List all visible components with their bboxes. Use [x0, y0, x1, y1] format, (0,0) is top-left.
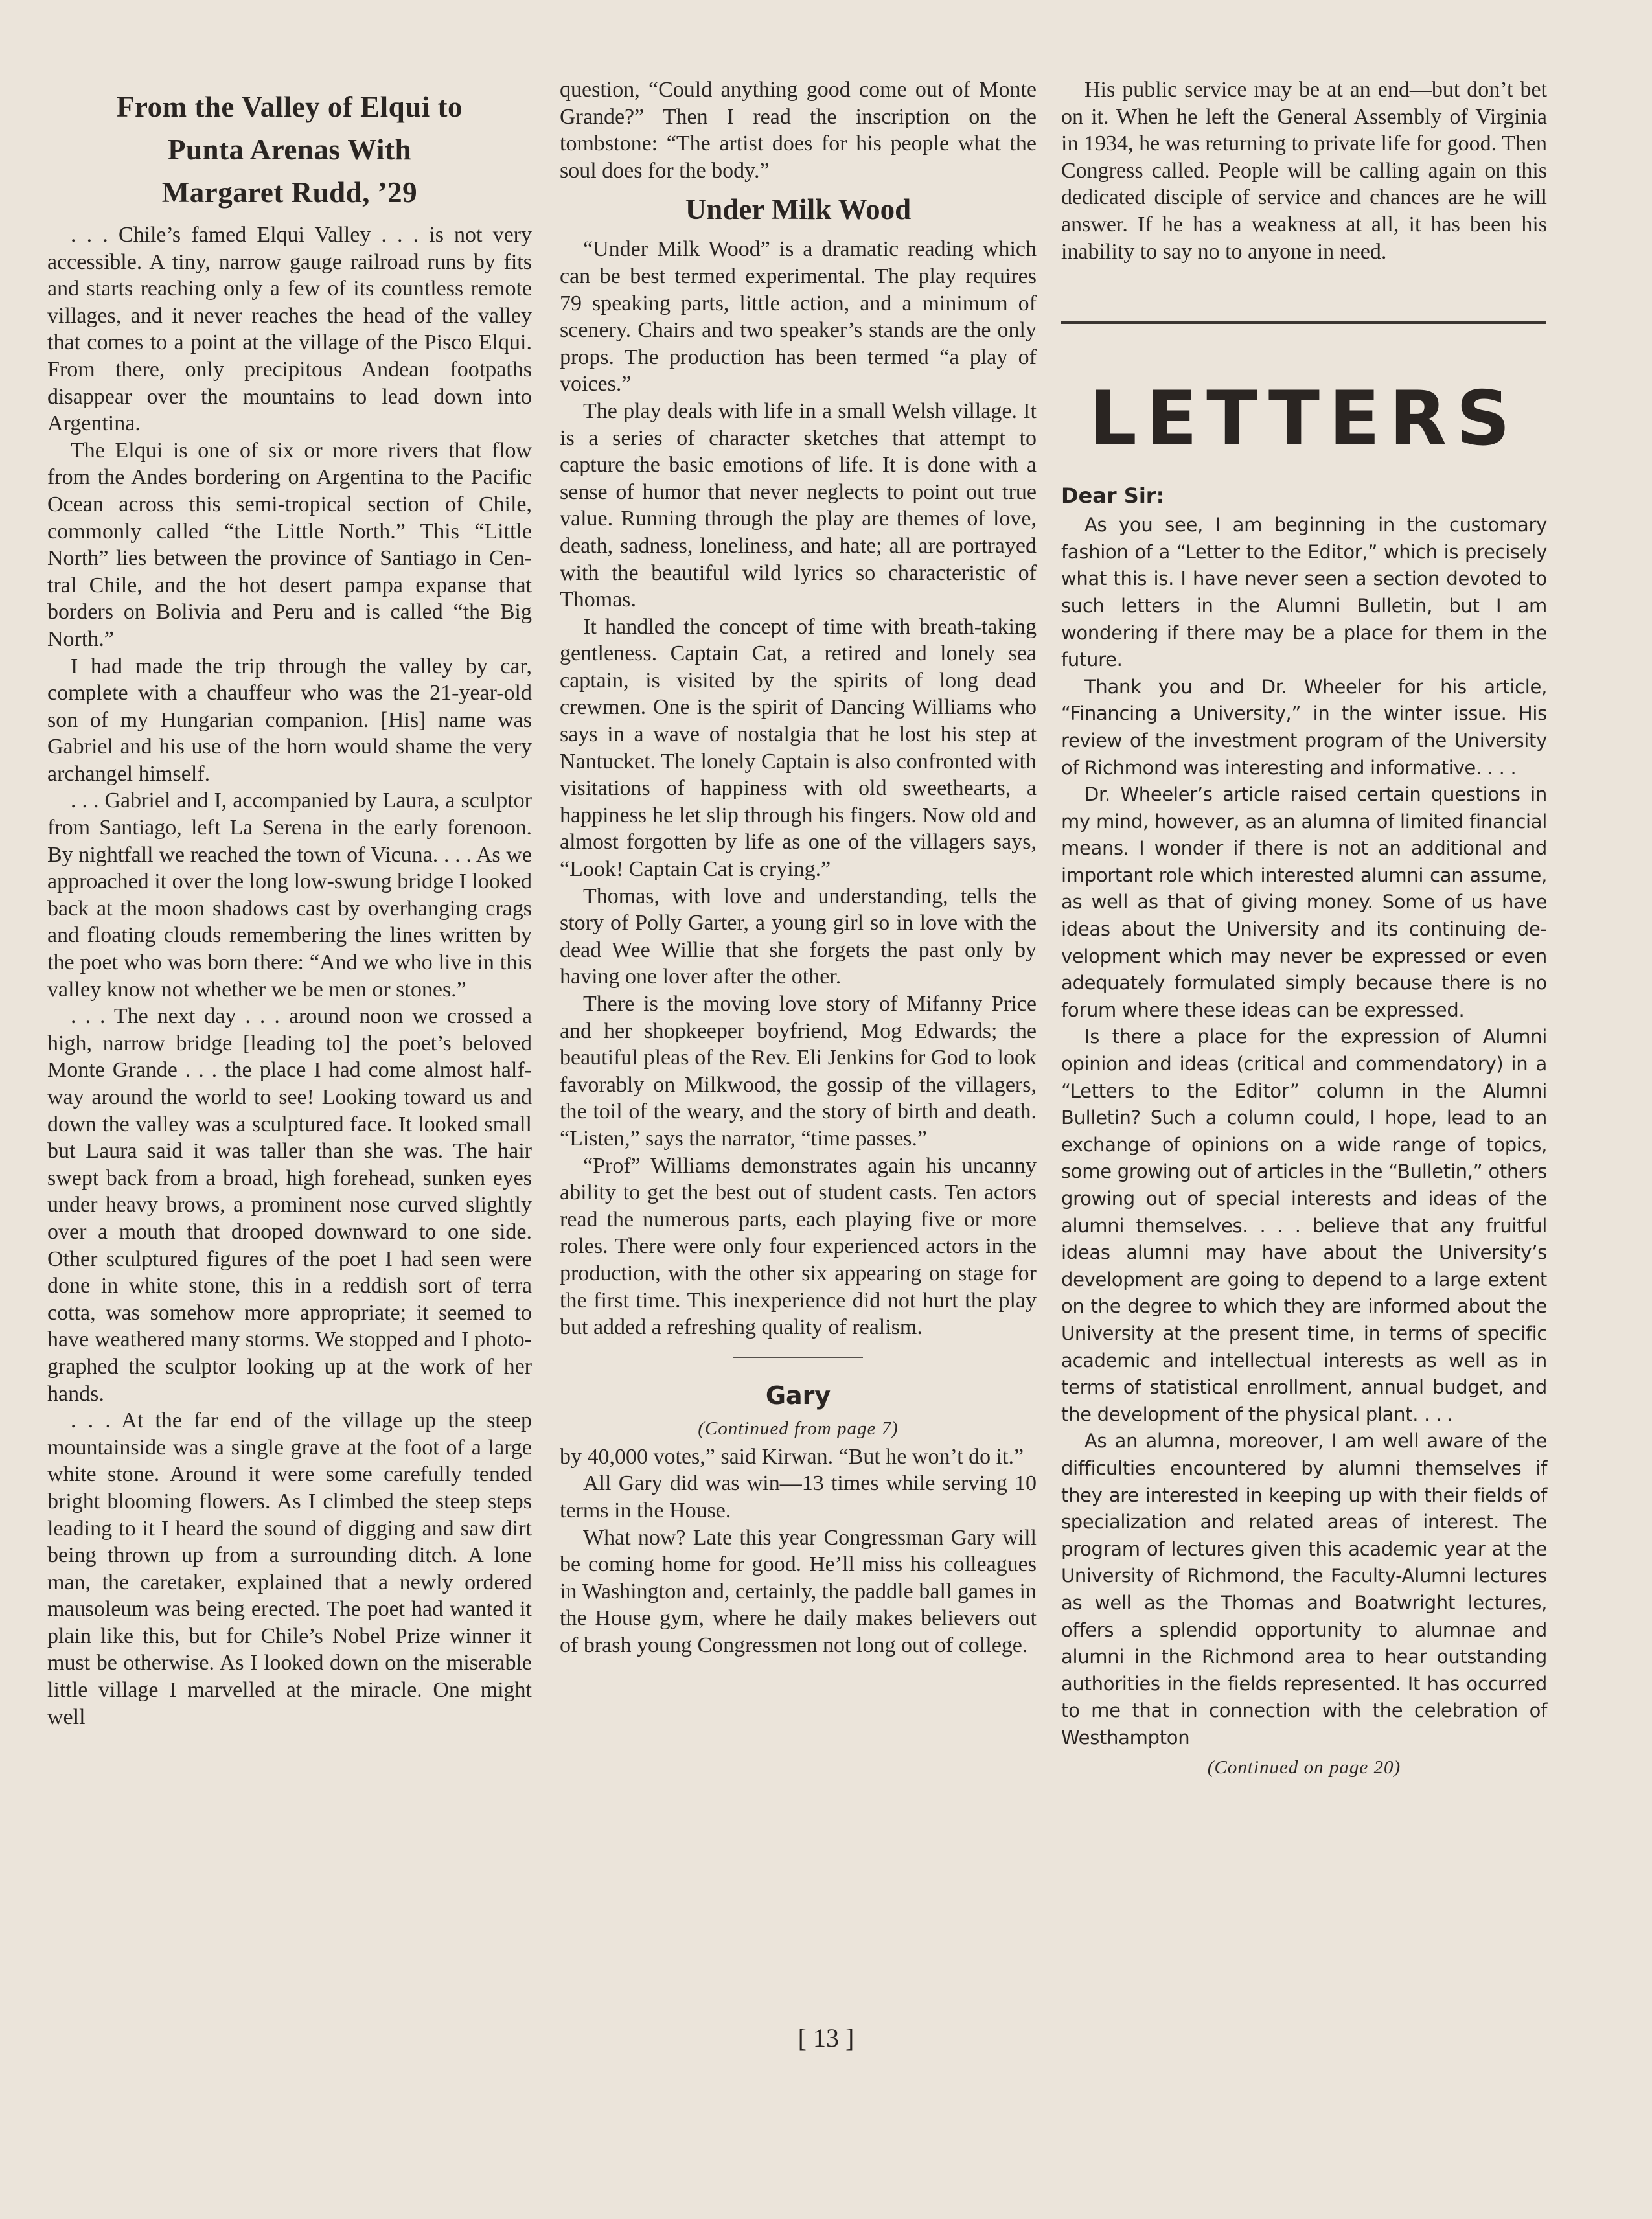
paragraph: . . . At the far end of the village up the steep mountainside was a single grave at the foot of a large white stone. Around it were some carefully tended bright blooming flowers. As I climbed the steep steps leading to it I heard the sound of digging and saw dirt being thrown up from a surrounding ditch. A lone man, the caretaker, explained that a newly ordered mausoleum was being erected. The poet had wanted it plain like this, but for Chile’s Nobel Prize winner it must be otherwise. As I looked down on the miserable little village I marvelled at the miracle. One might well [47, 1408, 532, 1729]
paragraph: “Prof” Williams demonstrates again his uncanny ability to get the best out of student casts. Ten actors read the numerous parts, each playing five or more roles. There were only four experienced actors in the production, with the other six appearing on stage for the first time. This inexperience did not hurt the play but added a refreshing quality of realism. [560, 1153, 1037, 1340]
paragraph: His public service may be at an end—but don’t bet on it. When he left the General Assembly of Virginia in 1934, he was returning to private life for good. Then Congress called. People will be calling again on this dedicated disciple of service and chances are he will answer. If he has a weakness at all, it has been his inability to say no to anyone in need. [1061, 78, 1547, 264]
column-left [47, 76, 532, 1730]
continued-note: (Continued on page 20) [1207, 1757, 1401, 1778]
paragraph: Thank you and Dr. Wheeler for his article, “Financing a University,” in the winter issue. His review of the investment program of the University of Richmond was interesting and informative. . . . [1061, 675, 1547, 779]
paragraph: . . . Chile’s famed Elqui Valley . . . is not very accessible. A tiny, narrow gauge railroad runs by fits and starts reaching only a few of its countless remote villages, and it never reaches the head of the valley that comes to a point at the village of the Pisco Elqui. From there, only precipitous Andean footpaths disappear over the mountains to lead down into Argentina. [47, 223, 532, 436]
paragraph: Dr. Wheeler’s article raised certain questions in my mind, however, as an alumna of limited financial means. I wonder if there is not an additional and important role which interested alumni can assume, as well as that of giving money. Some of us have ideas about the University and its continuing development which may never be expressed or even adequately formulated simply because there is no forum where these ideas can be expressed. [1061, 783, 1547, 1021]
paragraph: There is the moving love story of Mifanny Price and her shopkeeper boyfriend, Mog Edwards; the beautiful pleas of the Rev. Eli Jenkins for God to look favorably on Milkwood, the gossip of the villagers, the toil of the weary, and the story of birth and death. “Listen,” says the narrator, “time passes.” [560, 992, 1037, 1151]
section-heading: LETTERS [1088, 375, 1520, 463]
divider [1061, 321, 1546, 324]
article-title [47, 86, 532, 214]
paragraph: I had made the trip through the valley by car, complete with a chauffeur who was the 21-year-old son of my Hungarian companion. [His] name was Gabriel and his use of the horn would shame the very archangel himself. [47, 654, 532, 786]
divider [733, 1357, 863, 1358]
page-number: [ 13 ] [797, 2023, 855, 2052]
paragraph: The Elqui is one of six or more rivers that flow from the Andes bordering on Argentina to the Pacific Ocean across this semi-tropical section of Chile, commonly called “the Little North.” This “Little North” lies between the province of Santiago in Central Chile, and the hot desert pampa expanse that borders on Bolivia and Peru and is called “the Big North.” [47, 438, 532, 651]
title-line: Punta Arenas With [167, 133, 412, 166]
paragraph: “Under Milk Wood” is a dramatic reading which can be best termed experimental. The play requires 79 speaking parts, little action, and a minimum of scenery. Chairs and two speaker’s stands are the only props. The production has been termed “a play of voices.” [560, 237, 1037, 397]
paragraph: As an alumna, moreover, I am well aware of the difficulties encountered by alumni themselves if they are interested in keeping up with their fields of specialization and related areas of interest. The program of lectures given this academic year at the University of Richmond, the Faculty-Alumni lectures as well as the Thomas and Boatwright lectures, offers a splendid opportunity to alumnae and alumni in the Richmond area to hear outstanding authorities in the fields represented. It has occurred to me that in connection with the celebration of Westhampton [1061, 1430, 1547, 1749]
section-heading: Gary [765, 1381, 831, 1410]
salutation: Dear Sir: [1061, 483, 1165, 509]
paragraph: Is there a place for the expression of Alumni opinion and ideas (critical and commendatory) in a “Letters to the Editor” column in the Alumni Bulletin? Such a column could, I hope, lead to an exchange of opinions on a wide range of topics, some growing out of articles in the “Bulletin,” others growing out of special interests and ideas of the alumni themselves. . . . believe that any fruitful ideas alumni may have about the University’s development are going to depend to a large extent on the degree to which they are informed about the University at the present time, in terms of specific academic and intellectual interests as well as in terms of statistical enrollment, annual budget, and the development of the physical plant. . . . [1061, 1026, 1547, 1425]
paragraph: question, “Could anything good come out of Monte Grande?” Then I read the inscription on the tombstone: “The artist does for his people what the soul does for the body.” [560, 78, 1037, 183]
title-line: Margaret Rudd, ’29 [161, 176, 418, 209]
paragraph: As you see, I am beginning in the customary fashion of a “Letter to the Editor,” which is precisely what this is. I have never seen a section devoted to such letters in the Alumni Bulletin, but I am wondering if there may be a place for them in the future. [1061, 514, 1547, 671]
paragraph: It handled the concept of time with breath-taking gentleness. Captain Cat, a retired and lonely sea captain, is visited by the spirits of long dead crewmen. One is the spirit of Dancing Williams who says in a wave of nostalgia that he lost his step at Nantucket. The lonely Captain is also confronted with visitations of happiness with old sweethearts, a happiness he let slip through his fingers. Now old and almost forgotten by life as one of the villagers says, “Look! Captain Cat is crying.” [560, 614, 1037, 882]
paragraph: Thomas, with love and understanding, tells the story of Polly Garter, a young girl so in love with the dead Wee Willie that she forgets the past only by having one lover after the other. [560, 884, 1037, 989]
column-right [1061, 76, 1547, 1782]
paragraph: The play deals with life in a small Welsh village. It is a series of character sketches that attempt to capture the basic emotions of life. It is done with a sense of humor that never neglects to point out true value. Running through the play are themes of love, death, sadness, loneliness, and hate; all are portrayed with the beautiful wild lyrics so characteristic of Thomas. [560, 398, 1037, 612]
continued-note: (Continued from page 7) [698, 1418, 899, 1439]
paragraph: What now? Late this year Congressman Gary will be coming home for good. He’ll miss his colleagues in Washington and, certainly, the paddle ball games in the House gym, where he daily makes believers out of brash young Congressmen not long out of college. [560, 1525, 1037, 1657]
paragraph: . . . The next day . . . around noon we crossed a high, narrow bridge [leading to] the poet’s beloved Monte Grande . . . the place I had come almost half-way around the world to see! Looking toward us and down the valley was a sculptured face. It looked small but Laura said it was taller than she was. The hair swept back from a broad, high forehead, sunken eyes under heavy brows, a prominent nose curved slightly over a mouth that drooped downward to one side. Other sculptured figures of the poet I had seen were done in white stone, this in a reddish sort of terra cotta, was somehow more appropriate; it seemed to have weathered many storms. We stopped and I photographed the sculptor looking up at the work of her hands. [47, 1004, 532, 1406]
paragraph: by 40,000 votes,” said Kirwan. “But he won’t do it.” [560, 1444, 1024, 1469]
paragraph: All Gary did was win—13 times while serving 10 terms in the House. [560, 1471, 1037, 1523]
column-middle [560, 76, 1037, 1659]
paragraph: . . . Gabriel and I, accompanied by Laura, a sculptor from Santiago, left La Serena in the early forenoon. By nightfall we reached the town of Vicuna. . . . As we approached it over the long low-swung bridge I looked back at the moon shadows cast by overhanging crags and floating clouds remembering the lines written by the poet who was born there: “And we who live in this valley know not whether we be men or stones.” [47, 788, 532, 1002]
title-line: From the Valley of Elqui to [117, 91, 463, 123]
section-heading: Under Milk Wood [685, 193, 912, 226]
